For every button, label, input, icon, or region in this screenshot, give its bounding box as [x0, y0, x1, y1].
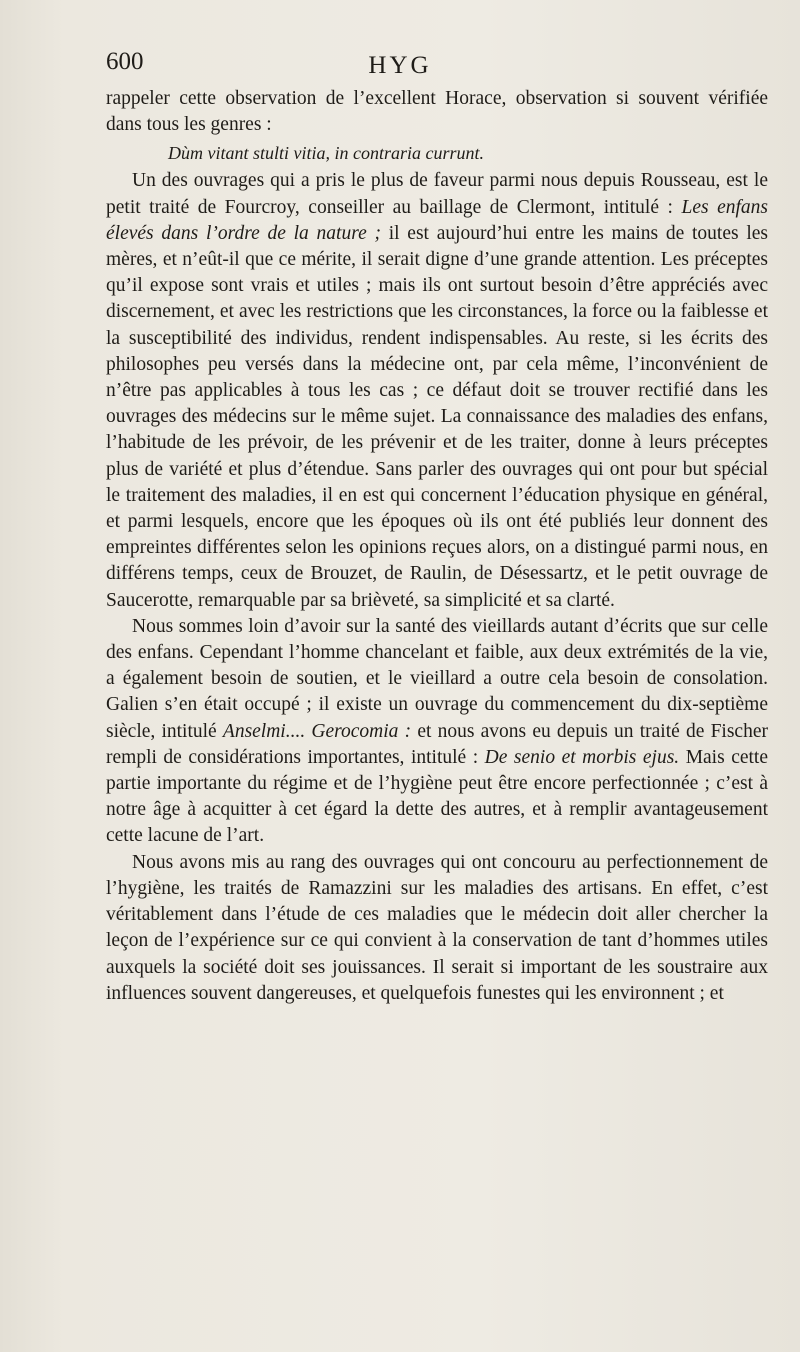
italic-text-run: De senio et morbis ejus.	[484, 746, 680, 768]
body-text	[106, 86, 768, 1007]
text-run: et nous avons eu depuis un traité de Fischer rempli de considérations importantes, intitulé :	[106, 720, 768, 768]
latin-verse-quote	[106, 138, 768, 168]
paragraph	[106, 614, 768, 850]
text-run: rappeler cette observation de l’excellent Horace, observation si souvent vérifiée dans tous les genres :	[106, 88, 768, 136]
italic-text-run: Anselmi.... Gerocomia :	[222, 720, 412, 742]
paragraph	[106, 86, 768, 138]
text-run: Mais cette partie importante du régime et de l’hygiène peut être encore perfectionnée ; c’est à notre âge à acquitter à cet égard la dette des autres, et à remplir avantageusement cette lacune de l’art.	[106, 746, 769, 847]
running-head: HYG	[368, 52, 432, 79]
page-header	[0, 44, 800, 88]
paragraph	[106, 168, 768, 613]
paragraph	[106, 850, 768, 1007]
text-run: Nous avons mis au rang des ouvrages qui ont concouru au perfectionnement de l’hygiène, les traités de Ramazzini sur les maladies des artisans. En effet, c’est véritablement dans l’étude de ces maladies que le médecin doit aller chercher la leçon de l’expérience sur ce qui convient à la conservation de tant d’hommes utiles auxquels la société doit ses jouissances. Il serait si important de les soustraire aux influences souvent dangereuses, et quelquefois funestes qui les environnent ; et	[106, 851, 768, 1004]
text-run: Nous sommes loin d’avoir sur la santé des vieillards autant d’écrits que sur celle des enfans. Cependant l’homme chancelant et faible, aux deux extrémités de la vie, a également besoin de soutien, et le vieillard a outre cela besoin de consolation. Galien s’en était occupé ; il existe un ouvrage du commencement du dix-septième siècle, intitulé	[106, 615, 768, 742]
text-run: Un des ouvrages qui a pris le plus de faveur parmi nous depuis Rousseau, est le petit traité de Fourcroy, conseiller au baillage de Clermont, intitulé :	[106, 170, 768, 218]
text-run: il est aujourd’hui entre les mains de toutes les mères, et n’eût-il que ce mérite, il serait digne d’une grande attention. Les préceptes qu’il expose sont vrais et utiles ; mais ils ont surtout besoin d’être appréciés avec discernement, et avec les restrictions que les circonstances, la force ou la faiblesse et la susceptibilité des individus, rendent indispensables. Au reste, si les écrits des philosophes peu versés dans la médecine ont, par cela même, l’inconvénient de n’être pas applicables à tous les cas ; ce défaut doit se trouver rectifié dans les ouvrages des médecins sur le même sujet. La connaissance des maladies des enfans, l’habitude de les prévoir, de les prévenir et de les traiter, donne à leurs préceptes plus de variété et plus d’étendue. Sans parler des ouvrages qui ont pour but spécial le traitement des maladies, il en est qui concernent l’éducation physique en général, et parmi lesquels, encore que les époques où ils ont été publiés leur donnent des empreintes différentes selon les opinions reçues alors, on a distingué parmi nous, en différens temps, ceux de Brouzet, de Raulin, de Désessartz, et le petit ouvrage de Saucerotte, remarquable par sa brièveté, sa simplicité et sa clarté.	[106, 222, 769, 611]
italic-text-run: Dùm vitant stulti vitia, in contraria currunt.	[168, 143, 484, 164]
italic-text-run: Les enfans élevés dans l’ordre de la nature ;	[106, 196, 768, 244]
page-number: 600	[106, 48, 144, 75]
